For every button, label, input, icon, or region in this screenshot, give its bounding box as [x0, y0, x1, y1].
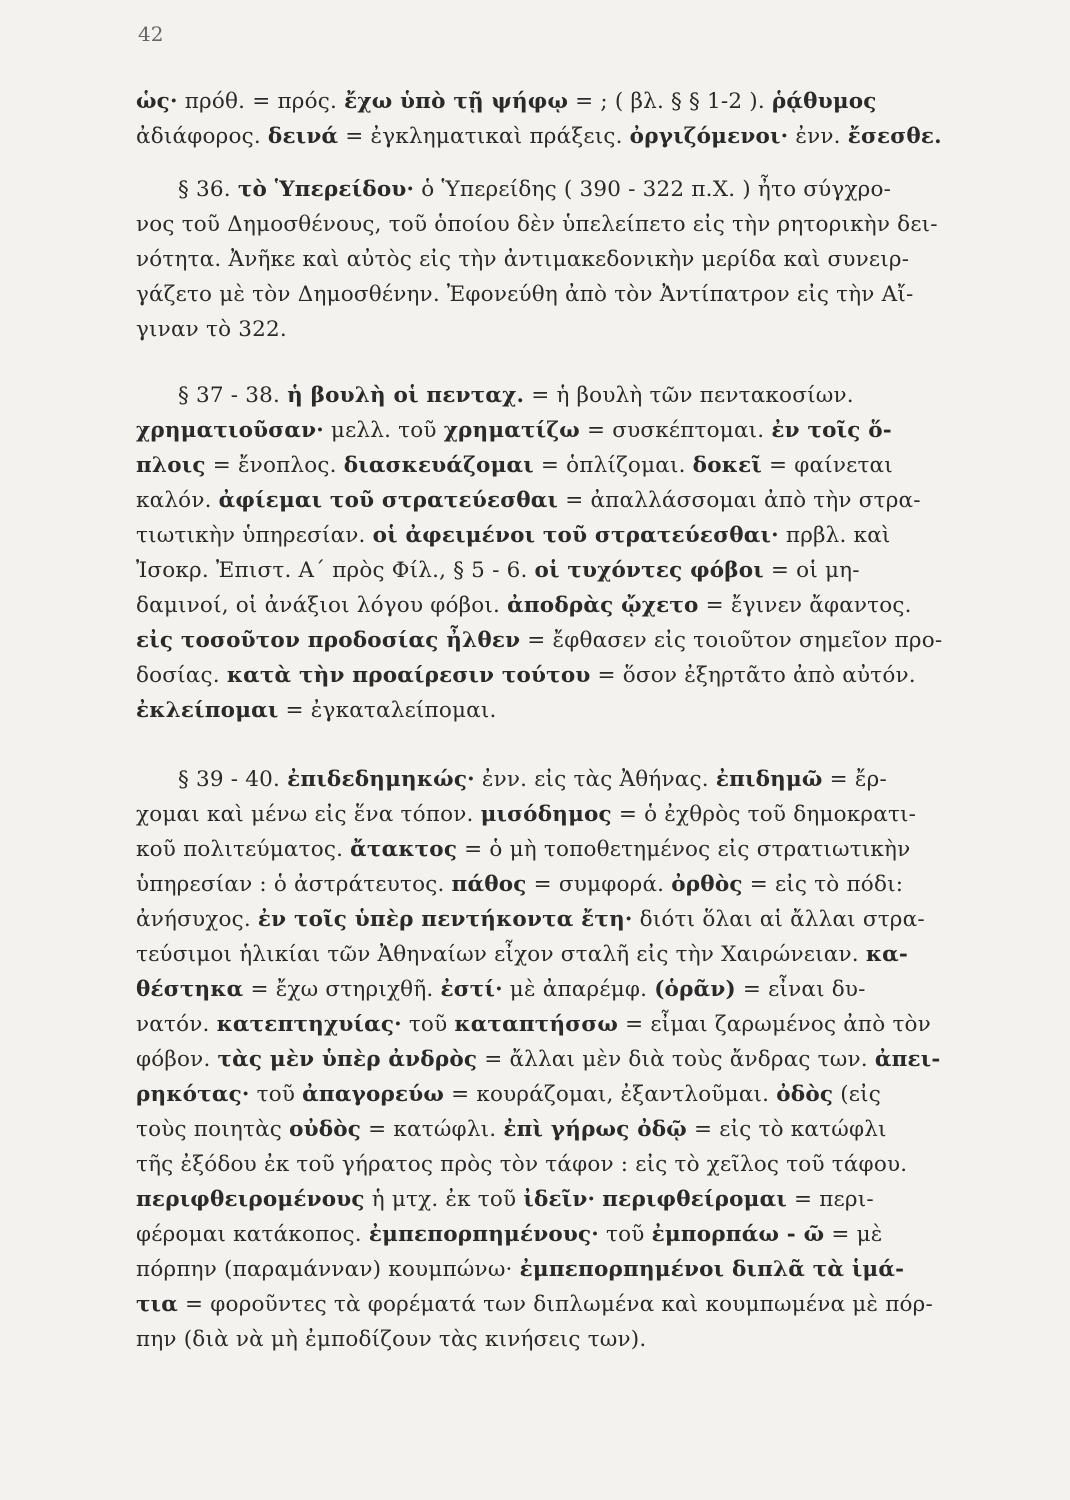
bold-term: ἀπαγορεύω: [302, 1082, 445, 1107]
bold-term: ἐν τοῖς ὅ-: [771, 418, 892, 443]
text-run: τεύσιμοι ἡλικίαι τῶν Ἀθηναίων εἶχον σταλῆ εἰς τὴν Χαιρώνειαν.: [136, 942, 866, 967]
text-run: διότι ὅλαι αἱ ἄλλαι στρα-: [632, 907, 925, 932]
text-run: ἡ μτχ. ἐκ τοῦ: [364, 1187, 524, 1212]
text-run: § 36.: [178, 177, 238, 202]
bold-term: ρηκότας·: [136, 1082, 250, 1107]
bold-term: ὀργιζόμενοι·: [629, 124, 789, 149]
text-line: [136, 1322, 1006, 1357]
text-run: = φοροῦντες τὰ φορέματά των διπλωμένα καὶ κουμπωμένα μὲ πόρ-: [178, 1292, 933, 1317]
text-line: [136, 1077, 1006, 1112]
text-line: [136, 312, 1006, 347]
bold-term: χρηματίζω: [443, 418, 580, 443]
text-run: μὲ ἀπαρέμφ.: [502, 977, 655, 1002]
text-run: πόρπην (παραμάνναν) κουμπώνω·: [136, 1257, 520, 1282]
text-run: = ὁ μὴ τοποθετημένος εἰς στρατιωτικὴν: [457, 837, 911, 862]
text-run: = περι-: [786, 1187, 874, 1212]
bold-term: πάθος: [451, 872, 527, 897]
text-run: γιναν τὸ 322.: [136, 317, 287, 342]
bold-term: πλοις: [136, 453, 206, 478]
text-run: = εἶναι δυ-: [735, 977, 866, 1002]
text-line: [136, 448, 1006, 483]
bold-term: ἐπιδεδημηκώς·: [287, 767, 475, 792]
paragraph-section-39-40: [136, 762, 1006, 1357]
text-run: καλόν.: [136, 488, 219, 513]
paragraph-section-36: [136, 172, 1006, 347]
text-run: (εἰς: [833, 1082, 882, 1107]
text-line: [136, 1217, 1006, 1252]
bold-term: περιφθειρομένους: [136, 1187, 365, 1212]
text-line: [136, 553, 1006, 588]
text-run: πρβλ. καὶ: [778, 523, 891, 548]
bold-term: περιφθείρομαι: [602, 1187, 787, 1212]
text-run: = οἱ μη-: [763, 558, 860, 583]
text-line: [136, 1112, 1006, 1147]
text-run: δαμινοί, οἱ ἀνάξιοι λόγου φόβοι.: [136, 593, 508, 618]
bold-term: δεινά: [267, 124, 339, 149]
text-run: = ἔφθασεν εἰς τοιοῦτον σημεῖον προ-: [520, 628, 943, 653]
bold-term: τὸ Ὑπερείδου·: [237, 177, 415, 202]
text-run: τοῦ: [249, 1082, 303, 1107]
paragraph-intro: [136, 84, 1006, 154]
bold-term: ἄτακτος: [350, 837, 458, 862]
bold-term: καταπτήσσω: [454, 1012, 619, 1037]
text-run: = ; ( βλ. § § 1-2 ).: [568, 89, 772, 114]
text-run: = ἄλλαι μὲν διὰ τοὺς ἄνδρας των.: [477, 1047, 875, 1072]
bold-term: ὀρθὸς: [671, 872, 743, 897]
text-line: [136, 119, 1006, 154]
text-line: [136, 658, 1006, 693]
text-run: = εἶμαι ζαρωμένος ἀπὸ τὸν: [618, 1012, 931, 1037]
text-run: τοὺς ποιητὰς: [136, 1117, 290, 1142]
text-line: [136, 518, 1006, 553]
paragraph-section-37-38: [136, 378, 1006, 728]
text-run: νατόν.: [136, 1012, 217, 1037]
bold-term: οἱ τυχόντες φόβοι: [534, 558, 764, 583]
text-line: [136, 937, 1006, 972]
bold-term: θέστηκα: [136, 977, 244, 1002]
text-run: κοῦ πολιτεύματος.: [136, 837, 351, 862]
bold-term: κατεπτηχυίας·: [216, 1012, 402, 1037]
bold-term: τὰς μὲν ὑπὲρ ἀνδρὸς: [217, 1047, 478, 1072]
bold-term: ἐμπεπορπημένους·: [368, 1222, 599, 1247]
text-run: = φαίνεται: [761, 453, 893, 478]
bold-term: ὡς·: [136, 89, 178, 114]
text-run: § 37 - 38.: [178, 383, 288, 408]
text-run: τῆς ἐξόδου ἐκ τοῦ γήρατος πρὸς τὸν τάφον : εἰς τὸ χεῖλος τοῦ τάφου.: [136, 1152, 908, 1177]
bold-term: ἔσεσθε.: [847, 124, 942, 149]
text-run: τοῦ: [401, 1012, 455, 1037]
text-run: = ἐγκληματικαὶ πράξεις.: [338, 124, 630, 149]
text-run: γάζετο μὲ τὸν Δημοσθένην. Ἐφονεύθη ἀπὸ τὸν Ἀντίπατρον εἰς τὴν Αἴ-: [136, 282, 914, 307]
text-run: τοῦ: [599, 1222, 652, 1247]
text-run: = ἡ βουλὴ τῶν πεντακοσίων.: [524, 383, 854, 408]
text-line: [136, 413, 1006, 448]
bold-term: ἡ βουλὴ οἱ πενταχ.: [287, 383, 525, 408]
text-run: = συσκέπτομαι.: [579, 418, 772, 443]
text-run: ὁ Ὑπερείδης ( 390 - 322 π.Χ. ) ἦτο σύγχρο-: [414, 177, 892, 202]
bold-term: (ὁρᾶν): [654, 977, 736, 1002]
text-run: = ἔχω στηριχθῆ.: [243, 977, 441, 1002]
text-line: [136, 623, 1006, 658]
text-line: [136, 867, 1006, 902]
text-run: ἀδιάφορος.: [136, 124, 268, 149]
text-line: [136, 84, 1006, 119]
text-run: ἐνν.: [788, 124, 848, 149]
bold-term: εἰς τοσοῦτον προδοσίας ἦλθεν: [136, 628, 521, 653]
bold-term: κατὰ τὴν προαίρεσιν τούτου: [226, 663, 591, 688]
bold-term: οἱ ἀφειμένοι τοῦ στρατεύεσθαι·: [372, 523, 779, 548]
text-run: νότητα. Ἀνῆκε καὶ αὐτὸς εἰς τὴν ἀντιμακεδονικὴν μερίδα καὶ συνειρ-: [136, 247, 910, 272]
bold-term: ῥᾴθυμος: [771, 89, 877, 114]
bold-term: ἀφίεμαι τοῦ στρατεύεσθαι: [218, 488, 559, 513]
bold-term: ἐπιδημῶ: [715, 767, 823, 792]
text-line: [136, 1182, 1006, 1217]
bold-term: ἐμπεπορπημένοι διπλᾶ τὰ ἱμά-: [519, 1257, 905, 1282]
text-run: Ἰσοκρ. Ἐπιστ. Α΄ πρὸς Φίλ., § 5 - 6.: [136, 558, 535, 583]
text-run: χομαι καὶ μένω εἰς ἕνα τόπον.: [136, 802, 481, 827]
text-run: τιωτικὴν ὑπηρεσίαν.: [136, 523, 373, 548]
text-line: [136, 1042, 1006, 1077]
text-run: = εἰς τὸ πόδι:: [742, 872, 904, 897]
bold-term: οὐδὸς: [289, 1117, 362, 1142]
text-run: πην (διὰ νὰ μὴ ἐμποδίζουν τὰς κινήσεις των).: [136, 1327, 647, 1352]
text-line: [136, 797, 1006, 832]
text-line: [136, 693, 1006, 728]
text-line: [136, 1007, 1006, 1042]
bold-term: ἐν τοῖς ὑπὲρ πεντήκοντα ἔτη·: [257, 907, 633, 932]
bold-term: μισόδημος: [480, 802, 612, 827]
text-line: [136, 832, 1006, 867]
bold-term: τια: [136, 1292, 179, 1317]
text-run: = ἔρ-: [822, 767, 887, 792]
bold-term: δοκεῖ: [692, 453, 762, 478]
bold-term: κα-: [865, 942, 909, 967]
text-run: = κουράζομαι, ἐξαντλοῦμαι.: [444, 1082, 777, 1107]
text-run: = εἰς τὸ κατώφλι: [686, 1117, 887, 1142]
bold-term: ἐκλείπομαι: [136, 698, 279, 723]
text-line: [136, 1252, 1006, 1287]
page-number: 42: [138, 22, 164, 46]
text-run: = κατώφλι.: [361, 1117, 504, 1142]
bold-term: ἀπει-: [874, 1047, 941, 1072]
text-run: = ὅσον ἐξηρτᾶτο ἀπὸ αὐτόν.: [590, 663, 916, 688]
text-run: § 39 - 40.: [178, 767, 288, 792]
text-run: = μὲ: [824, 1222, 883, 1247]
text-run: = ἔνοπλος.: [205, 453, 344, 478]
text-line: [136, 588, 1006, 623]
bold-term: ὀδὸς: [776, 1082, 834, 1107]
text-line: [136, 762, 1006, 797]
text-line: [136, 902, 1006, 937]
text-line: [136, 1287, 1006, 1322]
text-run: πρόθ. = πρός.: [177, 89, 345, 114]
bold-term: ἐπὶ γήρως ὀδῷ: [503, 1117, 687, 1142]
bold-term: χρηματιοῦσαν·: [136, 418, 324, 443]
text-run: δοσίας.: [136, 663, 227, 688]
bold-term: διασκευάζομαι: [343, 453, 534, 478]
text-run: = ὁπλίζομαι.: [533, 453, 693, 478]
text-run: = ἀπαλλάσσομαι ἀπὸ τὴν στρα-: [558, 488, 921, 513]
text-line: [136, 277, 1006, 312]
text-line: [136, 172, 1006, 207]
text-line: [136, 483, 1006, 518]
text-run: = ἔγινεν ἄφαντος.: [698, 593, 912, 618]
text-line: [136, 242, 1006, 277]
text-run: = ὁ ἐχθρὸς τοῦ δημοκρατι-: [611, 802, 917, 827]
bold-term: ἐμπορπάω - ῶ: [651, 1222, 825, 1247]
bold-term: ἀποδρὰς ᾤχετο: [507, 593, 699, 618]
bold-term: ἐστί·: [440, 977, 503, 1002]
text-run: ἐνν. εἰς τὰς Ἀθήνας.: [474, 767, 716, 792]
text-run: = ἐγκαταλείπομαι.: [278, 698, 497, 723]
text-run: φόβον.: [136, 1047, 218, 1072]
text-run: φέρομαι κατάκοπος.: [136, 1222, 369, 1247]
text-run: ὑπηρεσίαν : ὁ ἀστράτευτος.: [136, 872, 452, 897]
text-run: ἀνήσυχος.: [136, 907, 258, 932]
text-line: [136, 1147, 1006, 1182]
text-run: νος τοῦ Δημοσθένους, τοῦ ὁποίου δὲν ὑπελείπετο εἰς τὴν ρητορικὴν δει-: [136, 212, 938, 237]
bold-term: ἔχω ὑπὸ τῇ ψήφῳ: [344, 89, 569, 114]
text-line: [136, 972, 1006, 1007]
text-run: μελλ. τοῦ: [323, 418, 444, 443]
text-line: [136, 207, 1006, 242]
bold-term: ἰδεῖν·: [523, 1187, 596, 1212]
text-line: [136, 378, 1006, 413]
text-run: = συμφορά.: [526, 872, 672, 897]
